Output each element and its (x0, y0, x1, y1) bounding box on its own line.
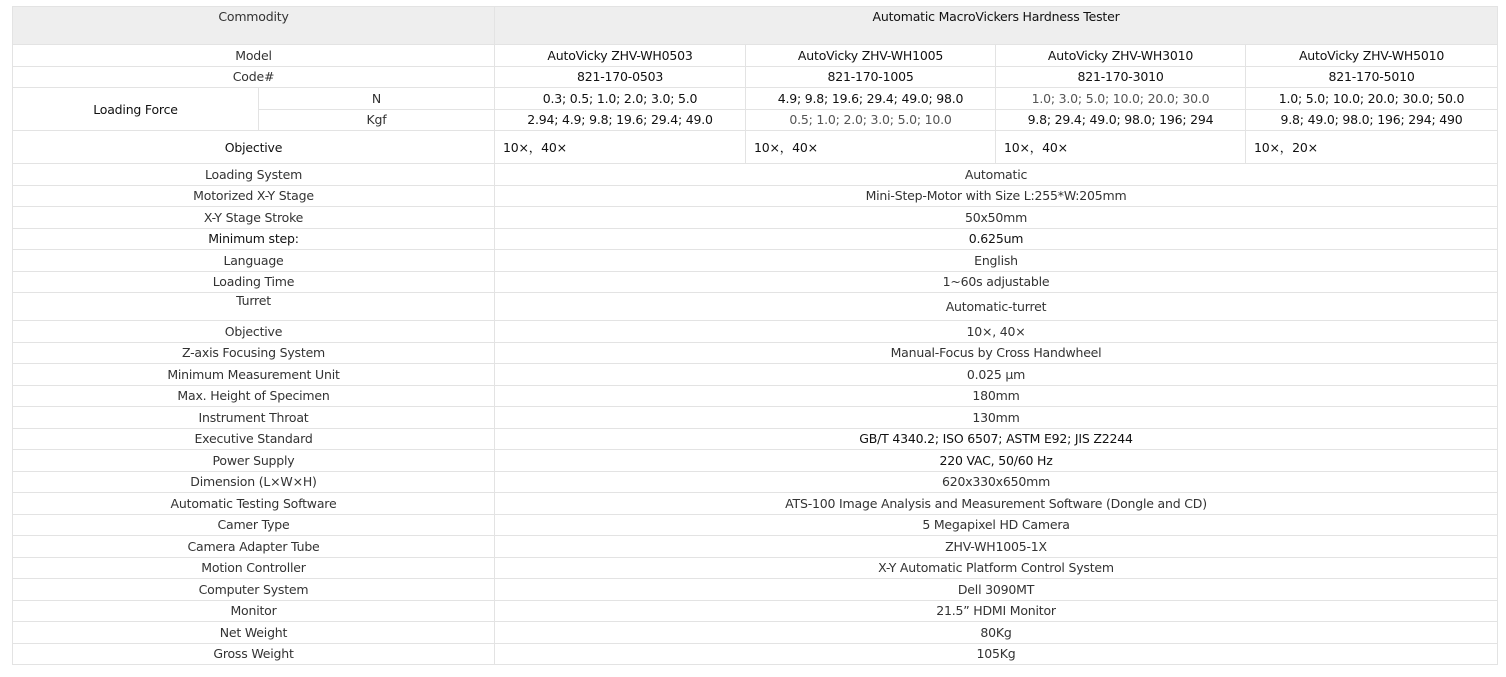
objective-label: Objective (13, 131, 495, 164)
spec-row (13, 342, 1498, 364)
spec-label: Motorized X-Y Stage (13, 185, 495, 207)
spec-row (13, 643, 1498, 665)
spec-value: 0.625um (495, 228, 1498, 250)
loading-force-n-row (13, 88, 1498, 110)
force-n-value: 0.3; 0.5; 1.0; 2.0; 3.0; 5.0 (495, 88, 746, 110)
code-value: 821-170-3010 (996, 66, 1246, 88)
spec-row (13, 250, 1498, 272)
force-n-value: 1.0; 5.0; 10.0; 20.0; 30.0; 50.0 (1246, 88, 1498, 110)
spec-row (13, 228, 1498, 250)
header-row (13, 7, 1498, 45)
commodity-label: Commodity (13, 7, 495, 45)
spec-label: Loading Time (13, 271, 495, 293)
spec-value: 10×, 40× (495, 321, 1498, 343)
force-kgf-value: 2.94; 4.9; 9.8; 19.6; 29.4; 49.0 (495, 109, 746, 131)
spec-value: 105Kg (495, 643, 1498, 665)
spec-label: Camera Adapter Tube (13, 536, 495, 558)
spec-row (13, 407, 1498, 429)
spec-label: Computer System (13, 579, 495, 601)
spec-label: Power Supply (13, 450, 495, 472)
spec-value: Dell 3090MT (495, 579, 1498, 601)
spec-value: 21.5” HDMI Monitor (495, 600, 1498, 622)
spec-value: Automatic (495, 164, 1498, 186)
objective-models-row (13, 131, 1498, 164)
spec-label: Motion Controller (13, 557, 495, 579)
spec-value: 620x330x650mm (495, 471, 1498, 493)
model-value: AutoVicky ZHV-WH0503 (495, 45, 746, 67)
spec-value: 0.025 μm (495, 364, 1498, 386)
spec-row (13, 271, 1498, 293)
spec-row (13, 536, 1498, 558)
spec-value: 220 VAC, 50/60 Hz (495, 450, 1498, 472)
spec-label: Automatic Testing Software (13, 493, 495, 515)
spec-label: Monitor (13, 600, 495, 622)
spec-row (13, 164, 1498, 186)
force-n-value: 1.0; 3.0; 5.0; 10.0; 20.0; 30.0 (996, 88, 1246, 110)
spec-value: X-Y Automatic Platform Control System (495, 557, 1498, 579)
spec-row (13, 450, 1498, 472)
spec-label: Minimum Measurement Unit (13, 364, 495, 386)
spec-label: Minimum step: (13, 228, 495, 250)
spec-value: 5 Megapixel HD Camera (495, 514, 1498, 536)
spec-value: Manual-Focus by Cross Handwheel (495, 342, 1498, 364)
spec-row (13, 493, 1498, 515)
spec-label: Loading System (13, 164, 495, 186)
force-kgf-value: 9.8; 29.4; 49.0; 98.0; 196; 294 (996, 109, 1246, 131)
spec-value: GB/T 4340.2; ISO 6507; ASTM E92; JIS Z2244 (495, 428, 1498, 450)
spec-value: 180mm (495, 385, 1498, 407)
model-value: AutoVicky ZHV-WH3010 (996, 45, 1246, 67)
force-kgf-value: 9.8; 49.0; 98.0; 196; 294; 490 (1246, 109, 1498, 131)
spec-label: Dimension (L×W×H) (13, 471, 495, 493)
force-kgf-value: 0.5; 1.0; 2.0; 3.0; 5.0; 10.0 (746, 109, 996, 131)
force-n-value: 4.9; 9.8; 19.6; 29.4; 49.0; 98.0 (746, 88, 996, 110)
spec-row (13, 185, 1498, 207)
code-value: 821-170-5010 (1246, 66, 1498, 88)
spec-row (13, 207, 1498, 229)
spec-value: Mini-Step-Motor with Size L:255*W:205mm (495, 185, 1498, 207)
spec-label: Executive Standard (13, 428, 495, 450)
spec-value: 130mm (495, 407, 1498, 429)
product-title: Automatic MacroVickers Hardness Tester (495, 7, 1498, 45)
spec-row (13, 428, 1498, 450)
spec-row (13, 293, 1498, 321)
spec-label: Max. Height of Specimen (13, 385, 495, 407)
spec-row (13, 622, 1498, 644)
spec-value: 80Kg (495, 622, 1498, 644)
spec-row (13, 321, 1498, 343)
model-row (13, 45, 1498, 67)
loading-force-label: Loading Force (13, 88, 259, 131)
code-label: Code# (13, 66, 495, 88)
spec-value: ATS-100 Image Analysis and Measurement Software (Dongle and CD) (495, 493, 1498, 515)
code-row (13, 66, 1498, 88)
spec-label: Gross Weight (13, 643, 495, 665)
spec-row (13, 600, 1498, 622)
spec-label: Camer Type (13, 514, 495, 536)
code-value: 821-170-1005 (746, 66, 996, 88)
spec-row (13, 471, 1498, 493)
spec-table (12, 6, 1498, 665)
spec-label: Language (13, 250, 495, 272)
objective-value: 10×，40× (495, 131, 746, 164)
spec-row (13, 385, 1498, 407)
spec-label: Net Weight (13, 622, 495, 644)
model-value: AutoVicky ZHV-WH5010 (1246, 45, 1498, 67)
objective-value: 10×，20× (1246, 131, 1498, 164)
unit-kgf-label: Kgf (259, 109, 495, 131)
spec-label: Z-axis Focusing System (13, 342, 495, 364)
model-value: AutoVicky ZHV-WH1005 (746, 45, 996, 67)
spec-row (13, 514, 1498, 536)
spec-value: Automatic-turret (495, 293, 1498, 321)
spec-row (13, 579, 1498, 601)
spec-value: 50x50mm (495, 207, 1498, 229)
spec-value: 1~60s adjustable (495, 271, 1498, 293)
unit-n-label: N (259, 88, 495, 110)
spec-value: English (495, 250, 1498, 272)
spec-label: Instrument Throat (13, 407, 495, 429)
spec-row (13, 364, 1498, 386)
spec-label: Turret (13, 293, 495, 321)
spec-label: Objective (13, 321, 495, 343)
spec-row (13, 557, 1498, 579)
spec-value: ZHV-WH1005-1X (495, 536, 1498, 558)
code-value: 821-170-0503 (495, 66, 746, 88)
objective-value: 10×，40× (996, 131, 1246, 164)
spec-label: X-Y Stage Stroke (13, 207, 495, 229)
model-label: Model (13, 45, 495, 67)
objective-value: 10×，40× (746, 131, 996, 164)
